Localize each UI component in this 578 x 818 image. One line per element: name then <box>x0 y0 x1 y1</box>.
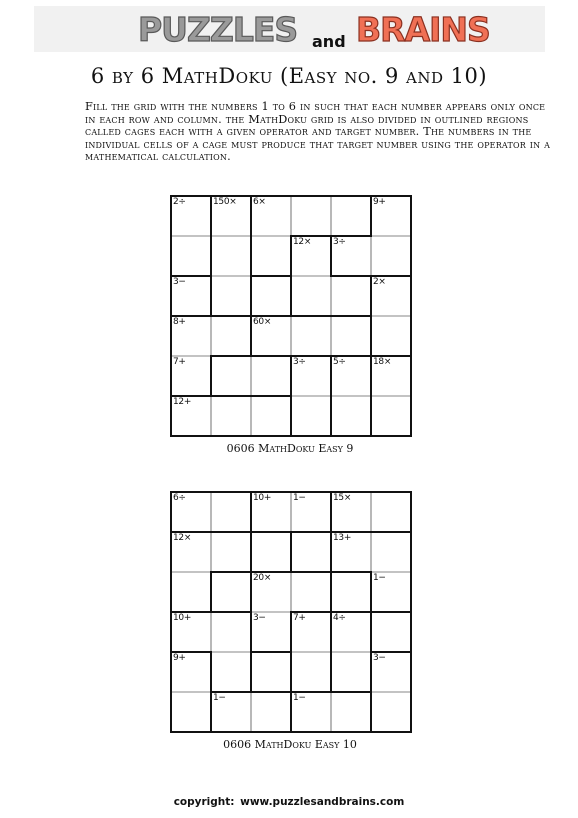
logo-word-brains: BRAINS <box>356 10 490 49</box>
copyright-label: copyright: <box>173 796 235 808</box>
page-title: 6 by 6 MathDoku (Easy no. 9 and 10) <box>90 64 488 88</box>
cage-clue: 13+ <box>333 533 352 543</box>
cage-clue: 12+ <box>173 397 192 407</box>
site-logo <box>34 6 545 52</box>
cage-clue: 6× <box>253 197 266 207</box>
cage-clue: 12× <box>173 533 192 543</box>
mathdoku-grid-easy-10 <box>170 491 410 731</box>
site-url: www.puzzlesandbrains.com <box>240 796 405 808</box>
cage-clue: 3÷ <box>333 237 346 247</box>
cage-clue: 7+ <box>173 357 186 367</box>
cage-clue: 4÷ <box>333 613 346 623</box>
grid-lines <box>170 195 412 437</box>
cage-clue: 10+ <box>253 493 272 503</box>
cage-clue: 12× <box>293 237 312 247</box>
cage-clue: 18× <box>373 357 392 367</box>
cage-clue: 3− <box>173 277 186 287</box>
grid-caption-easy-10: 0606 MathDoku Easy 10 <box>223 738 357 751</box>
cage-clue: 1− <box>373 573 386 583</box>
cage-clue: 6÷ <box>173 493 186 503</box>
cage-clue: 2× <box>373 277 386 287</box>
cage-clue: 9+ <box>173 653 186 663</box>
instructions-text: Fill the grid with the numbers 1 to 6 in such that each number appears only once in each row and column. the MathDoku grid is also divided in outlined regions called cages each with a given operator and target number. The numbers in the individual cells of a cage must produce that target number using the operator in a mathematical calculation. <box>85 100 551 164</box>
cage-clue: 1− <box>213 693 226 703</box>
cage-clue: 5÷ <box>333 357 346 367</box>
cage-clue: 3− <box>373 653 386 663</box>
cage-clue: 10+ <box>173 613 192 623</box>
cage-clue: 9+ <box>373 197 386 207</box>
cage-clue: 20× <box>253 573 272 583</box>
mathdoku-grid-easy-9 <box>170 195 410 435</box>
cage-clue: 1− <box>293 493 306 503</box>
copyright-footer <box>0 796 578 808</box>
cage-clue: 3÷ <box>293 357 306 367</box>
grid-caption-easy-9: 0606 MathDoku Easy 9 <box>226 442 354 455</box>
cage-clue: 7+ <box>293 613 306 623</box>
cage-clue: 8+ <box>173 317 186 327</box>
cage-clue: 1− <box>293 693 306 703</box>
cage-clue: 3− <box>253 613 266 623</box>
logo-word-puzzles: PUZZLES <box>138 10 298 49</box>
cage-clue: 15× <box>333 493 352 503</box>
grid-lines <box>170 491 412 733</box>
cage-clue: 150× <box>213 197 237 207</box>
cage-clue: 60× <box>253 317 272 327</box>
cage-clue: 2÷ <box>173 197 186 207</box>
logo-word-and: and <box>312 32 346 51</box>
